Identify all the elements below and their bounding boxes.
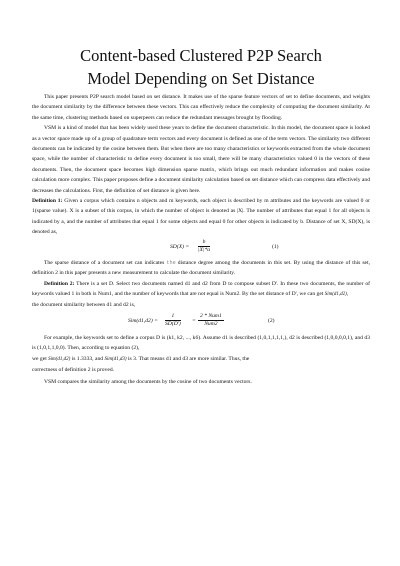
example-sim-d1-d2: Sim(d1,d2) <box>48 356 71 362</box>
example-paragraph: For example, the keywords set to define a corpus D is (k1, k2, ..., k6). Assume d1 is described (1,0,1,1,1,1,), d2 is described (1,0,0,0,0,1), and d3 is (1,0,1,1,0,0). Then, according to equation (2), <box>32 334 370 352</box>
definition-2-text: There is a set D. Select two documents named d1 and d2 from D to compose subset D'. In these two documents, the number of keywords valued 1 in both is Num1, and the number of keywords that are not equal is Num2. By the set distance of D', we can get <box>32 280 370 297</box>
title-line-2: Model Depending on Set Distance <box>87 69 315 88</box>
definition-2-label: Definition 2: <box>44 280 75 287</box>
definition-1 <box>32 196 370 238</box>
equation-2-fraction-1 <box>165 313 181 328</box>
equation-1-lhs: SD(X) = <box>170 243 190 250</box>
sparse-distance-text-a: The sparse distance of a document set can indicates <box>44 259 167 266</box>
definition-1-text: Given a corpus which contains n objects and m keywords, each object is described by m attributes and the keywords are valued 0 or 1(sparse value). X is a subset of this corpus, in which the number of object is denoted as |X|. The number of attributes that equal 1 for all objects is indicated by a, and the number of attributes that equal 1 for some objects and equal 0 for other objects is indicated by b. Distance of set X, SD(X), is denoted as, <box>32 198 370 236</box>
equation-2-denominator-1: SD(D') <box>165 320 181 327</box>
definition-2-inline-sim: Sim(d1,d2), <box>324 291 349 297</box>
equation-1-number: (1) <box>272 243 279 250</box>
equation-2-numerator-2: 2 * Num1 <box>200 312 222 319</box>
equation-1-denominator: |X|*a <box>198 246 211 253</box>
example-sim-d1-d3: Sim(d1,d3) <box>104 356 127 362</box>
definition-1-label: Definition 1: <box>32 198 63 205</box>
vsm-compare-paragraph: VSM compares the similarity among the documents by the cosine of two documents vectors. <box>44 379 252 386</box>
equation-1-numerator: b <box>198 239 210 247</box>
example-conclusion: correctness of definition 2 is proved. <box>32 366 115 373</box>
example-result-c: is 3. That means d1 and d3 are more similar. Thus, the <box>127 355 250 362</box>
vsm-paragraph: VSM is a kind of model that has been widely used these years to define the document characteristic. In this model, the document space is looked as a vector space made up of a group of quadrature term vectors and every document is defined as one of the term vectors. The similarity two different documents can be indicated by the cosine between them. But when there are too many characteristics or keywords extracted from the whole document space, while the number of characteristic to define every document is too small, there will be many characteristics valued 0 in the vectors of these documents. Then, the document space becomes high dimension sparse matrix, which brings out much redundant information and makes cosine calculation more complex. This paper proposes define a document similarity calculation based on set distance which can compress data effectively and decreases the calculations. First, the definition of set distance is given here. <box>32 125 370 194</box>
equation-2-equals: = <box>192 317 196 324</box>
sparse-distance-paragraph <box>32 258 370 279</box>
definition-2 <box>32 279 370 301</box>
paper-page <box>32 44 370 388</box>
equation-2-lhs: Sim(d1,d2) = <box>128 317 158 324</box>
equation-2-denominator-2: Num2 <box>204 320 218 327</box>
equation-2-numerator-1: 1 <box>165 313 181 321</box>
sparse-distance-text-b: distance degree among the documents in this set. By using the distance of this set, definition 2 in this paper presents a new measurement to calculate the document similarity. <box>32 259 370 277</box>
title-line-1: Content-based Clustered P2P Search <box>80 46 322 65</box>
example-result-b: is 1.3333, and <box>71 355 104 362</box>
equation-2-number: (2) <box>268 317 275 324</box>
definition-2-tail: the document similarity between d1 and d2 is, <box>32 302 136 309</box>
example-result-a: we get <box>32 355 47 362</box>
example-result-line <box>32 354 370 365</box>
abstract-paragraph: This paper presents P2P search model based on set distance. It makes use of the sparse feature vectors of set to define documents, and weights the document similarity by the difference between these vectors. This can effectively reduce the complexity of computing the document similarity. At the same time, clustering methods based on superpeers can reduce the redundant messages brought by flooding. <box>32 94 370 121</box>
equation-2-fraction-2 <box>198 313 224 328</box>
equation-1-fraction <box>198 239 210 254</box>
paper-title <box>32 44 370 90</box>
equation-2 <box>32 311 370 333</box>
sparse-distance-the: the <box>166 259 176 266</box>
equation-1 <box>32 238 370 258</box>
